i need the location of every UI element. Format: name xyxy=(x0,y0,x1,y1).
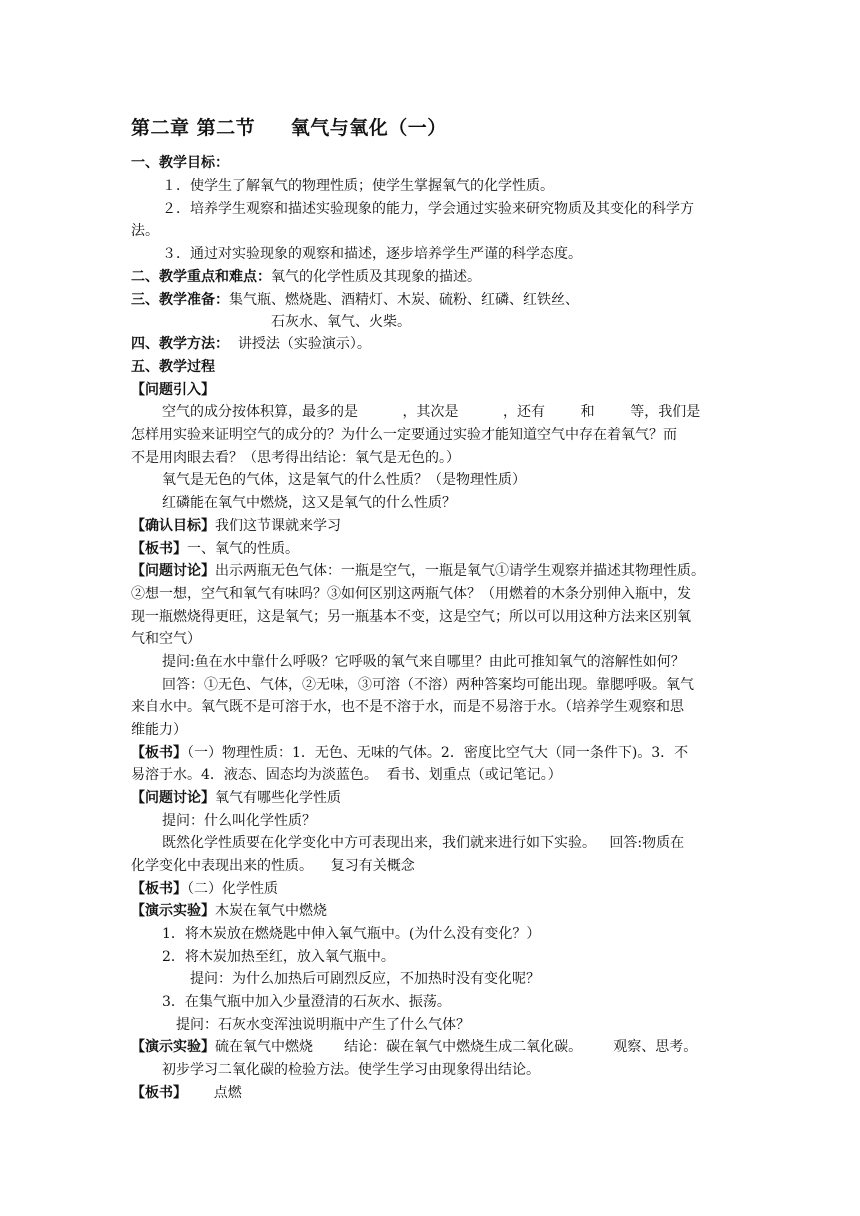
demo-2-paragraph: 初步学习二氧化碳的检验方法。使学生学习由现象得出结论。 xyxy=(162,1062,540,1078)
discussion-2-paragraph-cont: 化学变化中表现出来的性质。 复习有关概念 xyxy=(131,858,415,874)
goal-2-cont: 法。 xyxy=(131,223,159,239)
demo-2 xyxy=(131,1037,697,1057)
discussion-1-line-3: 现一瓶燃烧得更旺，这是氧气；另一瓶基本不变，这是空气；所以可以用这种方法来区别氧 xyxy=(131,609,691,625)
demo-1-text: 木炭在氧气中燃烧 xyxy=(215,903,327,919)
intro-paragraph-3: 红磷能在氧气中燃烧，这又是氧气的什么性质？ xyxy=(162,495,456,511)
board-4-text: 点燃 xyxy=(213,1085,242,1101)
answer-line-2: 来自水中。氧气既不是可溶于水，也不是不溶于水，而是不易溶于水。（培养学生观察和思 xyxy=(131,699,684,715)
answer-line-1: 回答：①无色、气体，②无味，③可溶（不溶）两种答案均可能出现。靠腮呼吸。氧气 xyxy=(162,677,694,693)
tag-intro: 【问题引入】 xyxy=(131,382,215,398)
board-1 xyxy=(131,539,299,559)
intro-paragraph-1: 空气的成分按体积算，最多的是 ，其次是 ，还有 和 等，我们是 xyxy=(162,404,701,420)
tag-demo: 【演示实验】 xyxy=(131,903,215,919)
tag-confirm-goal: 【确认目标】 xyxy=(131,518,215,534)
intro-paragraph-1-cont: 怎样用实验来证明空气的成分的？为什么一定要通过实验才能知道空气中存在着氧气？而 xyxy=(131,427,677,443)
tag-board: 【板书】 xyxy=(131,541,187,557)
section-heading-goals: 一、教学目标： xyxy=(131,155,229,171)
goal-1: １．使学生了解氧气的物理性质；使学生掌握氧气的化学性质。 xyxy=(162,178,554,194)
confirm-goal xyxy=(131,516,341,536)
demo-1-step-3: 3．在集气瓶中加入少量澄清的石灰水、振荡。 xyxy=(162,994,451,1010)
section-preparation xyxy=(131,290,579,310)
tag-discussion: 【问题讨论】 xyxy=(131,563,215,579)
board-1-text: 一、氧气的性质。 xyxy=(187,541,299,557)
board-3 xyxy=(131,879,278,899)
board-3-text: （二）化学性质 xyxy=(187,881,278,897)
section-key-points xyxy=(131,267,481,287)
question-chemical-property: 提问：什么叫化学性质？ xyxy=(162,813,316,829)
question-fish: 提问:鱼在水中靠什么呼吸？它呼吸的氧气来自哪里？由此可推知氧气的溶解性如何？ xyxy=(162,654,685,670)
section-method xyxy=(131,334,371,354)
discussion-2-text: 氧气有哪些化学性质 xyxy=(215,790,341,806)
tag-board: 【板书】 xyxy=(131,745,187,761)
board-2-text: （一）物理性质：1．无色、无味的气体。2．密度比空气大（同一条件下)。3．不 xyxy=(187,745,689,761)
board-2-line-2: 易溶于水。4．液态、固态均为淡蓝色。 看书、划重点（或记笔记。） xyxy=(131,767,562,783)
preparation-text-cont: 石灰水、氧气、火柴。 xyxy=(271,314,411,330)
discussion-2 xyxy=(131,788,341,808)
preparation-text: 集气瓶、燃烧匙、酒精灯、木炭、硫粉、红磷、红铁丝、 xyxy=(229,292,579,308)
intro-paragraph-2: 氧气是无色的气体，这是氧气的什么性质？（是物理性质） xyxy=(162,472,526,488)
demo-1-question-1: 提问：为什么加热后可剧烈反应，不加热时没有变化呢？ xyxy=(190,971,540,987)
discussion-1-line-2: ②想一想，空气和氧气有味吗？③如何区别这两瓶气体？（用燃着的木条分别伸入瓶中，发 xyxy=(131,586,691,602)
page-title: 第二章 第二节 氧气与氧化（一） xyxy=(131,117,447,139)
tag-board: 【板书】 xyxy=(131,1085,187,1101)
discussion-2-paragraph: 既然化学性质要在化学变化中方可表现出来，我们就来进行如下实验。 回答:物质在 xyxy=(162,835,685,851)
discussion-1-line-4: 气和空气） xyxy=(131,631,201,647)
discussion-1 xyxy=(131,561,705,581)
section-heading-process: 五、教学过程 xyxy=(131,359,215,375)
tag-discussion: 【问题讨论】 xyxy=(131,790,215,806)
board-4 xyxy=(131,1083,242,1103)
demo-1-question-2: 提问：石灰水变浑浊说明瓶中产生了什么气体？ xyxy=(176,1017,470,1033)
demo-1 xyxy=(131,901,327,921)
demo-1-step-1: 1．将木炭放在燃烧匙中伸入氧气瓶中。(为什么没有变化？） xyxy=(162,926,541,942)
tag-demo: 【演示实验】 xyxy=(131,1039,215,1055)
confirm-goal-text: 我们这节课就来学习 xyxy=(215,518,341,534)
goal-2: ２．培养学生观察和描述实验现象的能力，学会通过实验来研究物质及其变化的科学方 xyxy=(162,201,694,217)
section-heading-method: 四、教学方法： xyxy=(131,336,229,352)
method-text: 讲授法（实验演示）。 xyxy=(237,336,371,352)
demo-2-text: 硫在氧气中燃烧 结论：碳在氧气中燃烧生成二氧化碳。 观察、思考。 xyxy=(215,1039,698,1055)
goal-3: ３．通过对实验现象的观察和描述，逐步培养学生严谨的科学态度。 xyxy=(162,246,582,262)
tag-board: 【板书】 xyxy=(131,881,187,897)
discussion-1-text: 出示两瓶无色气体：一瓶是空气，一瓶是氧气①请学生观察并描述其物理性质。 xyxy=(215,563,705,579)
key-points-text: 氧气的化学性质及其现象的描述。 xyxy=(271,269,481,285)
intro-paragraph-1-end: 不是用肉眼去看？（思考得出结论：氧气是无色的。） xyxy=(131,450,460,466)
board-2 xyxy=(131,743,688,763)
demo-1-step-2: 2．将木炭加热至红，放入氧气瓶中。 xyxy=(162,949,395,965)
section-heading-key-points: 二、教学重点和难点： xyxy=(131,269,271,285)
section-heading-preparation: 三、教学准备： xyxy=(131,292,229,308)
answer-line-3: 维能力） xyxy=(131,722,187,738)
